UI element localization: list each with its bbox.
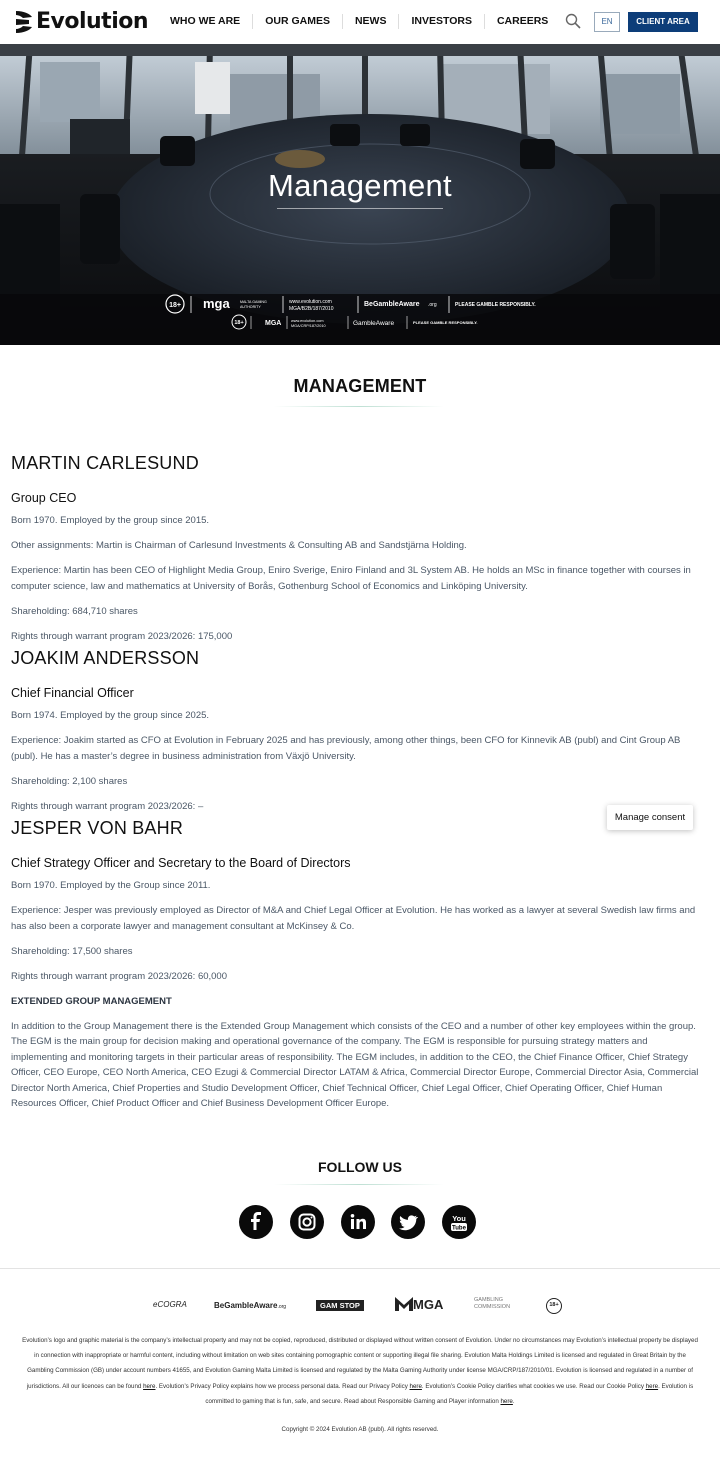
follow-us-divider: [274, 1184, 444, 1185]
responsible-gambling-banner: [165, 294, 555, 334]
person-paragraph: Experience: Jesper was previously employed as Director of M&A and Chief Legal Officer at Evolution. He has worked as a lawyer at several Swedish law firms and has also been a corporate lawyer and management consultant at McKinsey & Co.: [11, 905, 696, 932]
person-paragraph: Other assignments: Martin is Chairman of Carlesund Investments & Consulting AB and Sandstjärna Holding.: [11, 540, 467, 551]
mga-logo[interactable]: MGA: [395, 1297, 443, 1312]
person-paragraph: Rights through warrant program 2023/2026: –: [11, 800, 204, 812]
person-paragraph: Born 1970. Employed by the group since 2015.: [11, 515, 210, 526]
person-role: Chief Financial Officer: [11, 686, 134, 700]
twitter-icon[interactable]: [391, 1205, 425, 1239]
extended-group-text: In addition to the Group Management there is the Extended Group Management which consists of the CEO and a number of other key employees within the group. The EGM is the main group for decision making and operational governance of the company. The EGM is responsible for pursuing strategy matters and implementing and monitoring targets in their particular areas of responsibility. The EGM includes, in addition to the CEO, the Chief Finance Officer, Chief Strategy Officer, CEO Europe, CEO North America, CEO Ezugi & Commercial Director LATAM & Africa, Commercial Director Europe, Commercial Director Asia, Commercial Director North America, Chief Properties and Studio Development Officer, Chief Technical Officer, Chief Legal Officer, Chief Operating Officer, Chief Human Resources Officer, Chief Product Officer and Chief Business Development Officer Europe.: [11, 1020, 699, 1109]
site-header: [0, 0, 720, 44]
svg-text:MALTA GAMING: MALTA GAMING: [240, 300, 267, 304]
person-name: MARTIN CARLESUND: [11, 453, 199, 473]
gamstop-logo[interactable]: GAM STOP: [316, 1300, 364, 1311]
svg-text:BeGambleAware: BeGambleAware: [364, 301, 420, 308]
person-paragraph: Shareholding: 17,500 shares: [11, 945, 133, 957]
begambleaware-logo[interactable]: BeGambleAware.org: [214, 1301, 287, 1310]
age-18-badge: 18+: [169, 302, 181, 309]
brand-name: Evolution: [36, 9, 149, 34]
person-paragraph: Born 1974. Employed by the group since 2025.: [11, 710, 210, 721]
person-paragraph: Rights through warrant program 2023/2026: 175,000: [11, 630, 233, 642]
svg-text:Tube: Tube: [452, 1225, 466, 1232]
section-divider: [274, 406, 444, 407]
evolution-logo[interactable]: [14, 9, 148, 34]
nav-investors[interactable]: INVESTORS: [398, 14, 484, 29]
person-paragraph: Rights through warrant program 2023/2026: 60,000: [11, 970, 227, 982]
hero-banner: [0, 44, 720, 345]
ecogra-logo[interactable]: eCOGRA: [153, 1300, 187, 1309]
svg-text:MGA/CRP/187/2010: MGA/CRP/187/2010: [291, 324, 326, 328]
person-jesper-von-bahr: [11, 817, 706, 984]
client-area-button[interactable]: CLIENT AREA: [628, 12, 698, 32]
manage-consent-button[interactable]: Manage consent: [607, 805, 693, 830]
svg-text:MGA/B2B/187/2010: MGA/B2B/187/2010: [289, 306, 334, 312]
person-paragraph: Shareholding: 684,710 shares: [11, 605, 138, 617]
section-title: MANAGEMENT: [293, 376, 427, 396]
person-paragraph: Experience: Martin has been CEO of Highlight Media Group, Eniro Sverige, Eniro Finland and 3L System AB. He holds an MSc in finance together with courses in computer science, law and mathematics at University of Borås, Gothenburg School of Economics and Linköping University.: [11, 565, 691, 592]
instagram-icon[interactable]: [290, 1205, 324, 1239]
search-icon[interactable]: [565, 13, 581, 29]
svg-text:PLEASE GAMBLE RESPONSIBLY.: PLEASE GAMBLE RESPONSIBLY.: [413, 320, 478, 325]
management-content: [11, 452, 706, 1121]
nav-our-games[interactable]: OUR GAMES: [252, 14, 342, 29]
copyright-text: Copyright © 2024 Evolution AB (publ). All rights reserved.: [281, 1426, 439, 1433]
linkedin-icon[interactable]: [341, 1205, 375, 1239]
footer-separator: [0, 1268, 720, 1269]
nav-careers[interactable]: CAREERS: [484, 14, 560, 29]
svg-text:You: You: [452, 1214, 466, 1223]
hero-title: Management: [268, 168, 452, 203]
main-nav: [158, 14, 560, 29]
language-selector[interactable]: EN: [594, 12, 620, 32]
svg-text:www.evolution.com: www.evolution.com: [289, 299, 332, 305]
follow-us-title: FOLLOW US: [318, 1159, 402, 1175]
footer-regulator-logos: [0, 1297, 720, 1317]
person-role: Chief Strategy Officer and Secretary to the Board of Directors: [11, 856, 351, 870]
person-joakim-andersson: [11, 647, 706, 814]
nav-news[interactable]: NEWS: [342, 14, 399, 29]
legal-text: Evolution’s logo and graphic material is the company’s intellectual property and may not be copied, reproduced, distributed or displayed without written consent of Evolution. Under no circumstances may Evolution’s intellectual property be displayed in connection with inappropriate or harmful content, including without limitation on web sites containing pornographic content or supporting illegal file sharing. Evolution Malta Holdings Limited is licensed and regulated in Great Britain by the Gambling Commission (GB) under account numbers 41655, and Evolution Gaming Malta Limited is licensed and regulated by the Malta Gaming Authority under license MGA/CRP/187/2010/01. Evolution is licensed and regulated in a number of jurisdictions. All our licences can be found here. Evolution’s Privacy Policy explains how we process personal data. Read our Privacy Policy here. Evolution’s Cookie Policy clarifies what cookies we use. Read our Cookie Policy here. Evolution is committed to gaming that is fun, safe, and secure. Read about Responsible Gaming and Player information here.: [22, 1337, 698, 1405]
svg-text:GambleAware: GambleAware: [353, 320, 395, 327]
svg-text:.org: .org: [428, 302, 437, 308]
youtube-icon[interactable]: [442, 1205, 476, 1239]
hero-title-underline: [277, 208, 443, 209]
person-name: JESPER VON BAHR: [11, 818, 184, 838]
privacy-policy-link[interactable]: here: [409, 1382, 422, 1390]
svg-text:PLEASE GAMBLE RESPONSIBLY.: PLEASE GAMBLE RESPONSIBLY.: [455, 302, 536, 308]
person-paragraph: Born 1970. Employed by the Group since 2011.: [11, 880, 211, 891]
svg-text:mga: mga: [203, 296, 230, 311]
licences-link[interactable]: here: [143, 1382, 156, 1390]
svg-text:18+: 18+: [234, 320, 244, 326]
nav-who-we-are[interactable]: WHO WE ARE: [170, 15, 241, 27]
person-martin-carlesund: [11, 452, 706, 644]
svg-text:www.evolution.com: www.evolution.com: [291, 319, 324, 323]
responsible-gaming-link[interactable]: here: [500, 1397, 513, 1405]
age-18-footer-icon: 18+: [546, 1298, 562, 1314]
person-name: JOAKIM ANDERSSON: [11, 648, 200, 668]
gambling-commission-logo[interactable]: GAMBLING COMMISSION: [474, 1297, 511, 1310]
cookie-policy-link[interactable]: here: [645, 1382, 659, 1390]
person-paragraph: Experience: Joakim started as CFO at Evolution in February 2025 and has previously, among other things, been CFO for Kinnevik AB (publ) and Cint Group AB (publ). He has a master’s degree in business administration from Växjö University.: [11, 735, 681, 762]
svg-text:MGA: MGA: [265, 320, 282, 327]
extended-group-title: EXTENDED GROUP MANAGEMENT: [11, 995, 172, 1007]
evolution-logo-mark-icon: [14, 10, 34, 34]
person-role: Group CEO: [11, 491, 77, 505]
mga-mark-icon: [395, 1297, 413, 1311]
person-paragraph: Shareholding: 2,100 shares: [11, 775, 128, 787]
facebook-icon[interactable]: [239, 1205, 273, 1239]
svg-text:AUTHORITY: AUTHORITY: [240, 305, 261, 309]
